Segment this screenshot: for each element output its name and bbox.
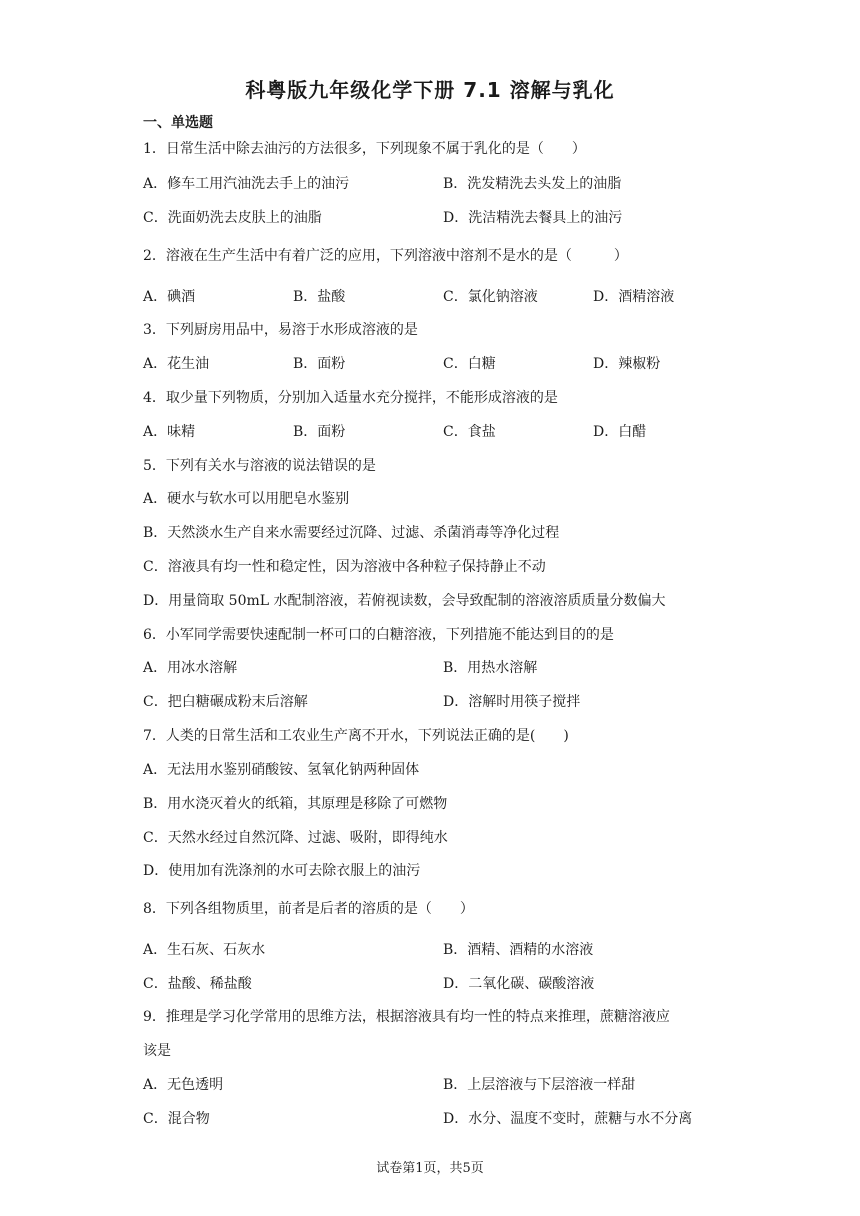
option: B．天然淡水生产自来水需要经过沉降、过滤、杀菌消毒等净化过程 xyxy=(143,525,560,541)
option: D．溶解时用筷子搅拌 xyxy=(443,694,581,710)
option: B．洗发精洗去头发上的油脂 xyxy=(443,176,622,192)
option: A．硬水与软水可以用肥皂水鉴别 xyxy=(143,491,350,507)
option: C．溶液具有均一性和稳定性，因为溶液中各种粒子保持静止不动 xyxy=(143,559,546,575)
option: C．天然水经过自然沉降、过滤、吸附，即得纯水 xyxy=(143,830,448,846)
option: A．味精 xyxy=(143,424,196,440)
question-stem: 1．日常生活中除去油污的方法很多，下列现象不属于乳化的是（ ） xyxy=(143,141,586,157)
option: A．用冰水溶解 xyxy=(143,660,238,676)
option: C．白糖 xyxy=(443,356,496,372)
question-stem: 4．取少量下列物质，分别加入适量水充分搅拌，不能形成溶液的是 xyxy=(143,390,558,406)
option: A．花生油 xyxy=(143,356,210,372)
page-title: 科粤版九年级化学下册 7.1 溶解与乳化 xyxy=(245,78,615,102)
option: B．上层溶液与下层溶液一样甜 xyxy=(443,1077,636,1093)
option: A．生石灰、石灰水 xyxy=(143,942,266,958)
option: A．碘酒 xyxy=(143,289,196,305)
question-stem: 8．下列各组物质里，前者是后者的溶质的是（ ） xyxy=(143,901,474,917)
option: B．用热水溶解 xyxy=(443,660,538,676)
option: B．面粉 xyxy=(293,424,346,440)
question-stem: 6．小军同学需要快速配制一杯可口的白糖溶液，下列措施不能达到目的的是 xyxy=(143,627,614,643)
option: A．无法用水鉴别硝酸铵、氢氧化钠两种固体 xyxy=(143,762,420,778)
option: B．盐酸 xyxy=(293,289,346,305)
option: D．白醋 xyxy=(593,424,647,440)
option: C．混合物 xyxy=(143,1111,210,1127)
question-stem: 5．下列有关水与溶液的说法错误的是 xyxy=(143,458,376,474)
option: B．酒精、酒精的水溶液 xyxy=(443,942,594,958)
option: C．盐酸、稀盐酸 xyxy=(143,976,252,992)
option: C．把白糖碾成粉末后溶解 xyxy=(143,694,308,710)
option: B．面粉 xyxy=(293,356,346,372)
option: D．洗洁精洗去餐具上的油污 xyxy=(443,210,623,226)
question-stem-continued: 该是 xyxy=(143,1043,171,1059)
section-heading: 一、单选题 xyxy=(143,115,213,131)
option: C．洗面奶洗去皮肤上的油脂 xyxy=(143,210,322,226)
question-stem: 2．溶液在生产生活中有着广泛的应用，下列溶液中溶剂不是水的是（ ） xyxy=(143,248,628,264)
option: A．无色透明 xyxy=(143,1077,224,1093)
option: D．水分、温度不变时，蔗糖与水不分离 xyxy=(443,1111,693,1127)
option: D．用量筒取 50mL 水配制溶液，若俯视读数，会导致配制的溶液溶质质量分数偏大 xyxy=(143,593,666,609)
option: D．辣椒粉 xyxy=(593,356,661,372)
question-stem: 9．推理是学习化学常用的思维方法，根据溶液具有均一性的特点来推理，蔗糖溶液应 xyxy=(143,1009,670,1025)
option: B．用水浇灭着火的纸箱，其原理是移除了可燃物 xyxy=(143,796,448,812)
page-footer: 试卷第1页，共5页 xyxy=(376,1161,484,1176)
option: A．修车工用汽油洗去手上的油污 xyxy=(143,176,350,192)
option: D．使用加有洗涤剂的水可去除衣服上的油污 xyxy=(143,863,421,879)
question-stem: 3．下列厨房用品中，易溶于水形成溶液的是 xyxy=(143,322,418,338)
option: C．氯化钠溶液 xyxy=(443,289,538,305)
question-stem: 7．人类的日常生活和工农业生产离不开水，下列说法正确的是( ) xyxy=(143,728,569,744)
option: D．酒精溶液 xyxy=(593,289,675,305)
option: D．二氧化碳、碳酸溶液 xyxy=(443,976,595,992)
option: C．食盐 xyxy=(443,424,496,440)
